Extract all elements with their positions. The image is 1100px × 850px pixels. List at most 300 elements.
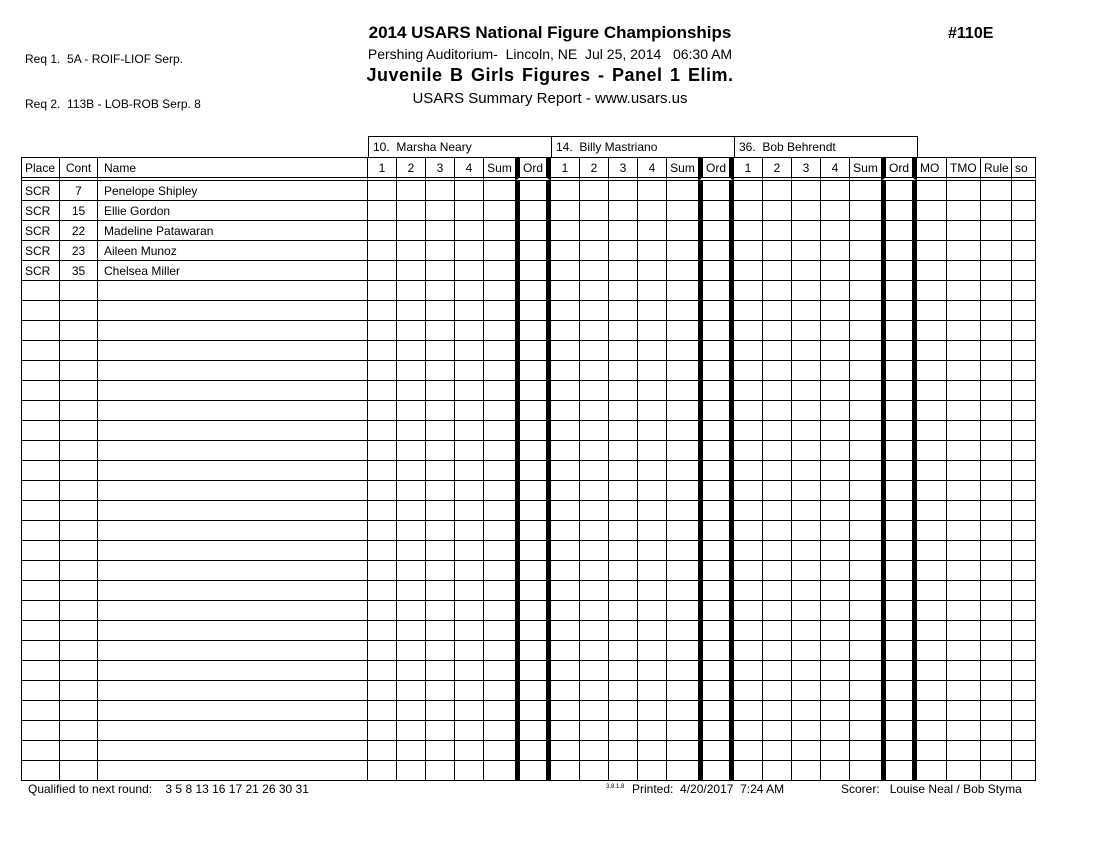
score-cell: [515, 501, 551, 521]
column-header-so: so: [1012, 158, 1036, 181]
score-cell: [850, 361, 881, 381]
score-cell: [947, 501, 981, 521]
cont-cell: [60, 721, 98, 741]
score-cell: [455, 421, 484, 441]
score-cell: [763, 601, 792, 621]
cont-cell: 15: [60, 201, 98, 221]
score-cell: [484, 701, 515, 721]
score-cell: [734, 481, 763, 501]
score-cell: [368, 401, 397, 421]
score-cell: [947, 741, 981, 761]
score-cell: [698, 301, 734, 321]
score-cell: [947, 581, 981, 601]
score-cell: [881, 661, 917, 681]
name-cell: Ellie Gordon: [98, 201, 368, 221]
score-cell: [698, 441, 734, 461]
score-cell: [609, 401, 638, 421]
score-cell: [1012, 421, 1036, 441]
score-cell: [881, 261, 917, 281]
score-cell: [638, 621, 667, 641]
score-cell: [484, 201, 515, 221]
score-cell: [609, 301, 638, 321]
score-cell: [426, 501, 455, 521]
name-cell: [98, 541, 368, 561]
score-cell: [881, 701, 917, 721]
score-cell: [947, 281, 981, 301]
score-cell: [734, 701, 763, 721]
score-cell: [638, 301, 667, 321]
score-cell: [821, 241, 850, 261]
score-cell: [515, 581, 551, 601]
score-cell: [368, 721, 397, 741]
score-cell: [1012, 501, 1036, 521]
score-cell: [515, 321, 551, 341]
scorer-value: Louise Neal / Bob Styma: [889, 782, 1022, 796]
score-cell: [763, 401, 792, 421]
score-cell: [763, 201, 792, 221]
place-cell: [22, 341, 60, 361]
score-cell: [397, 661, 426, 681]
score-cell: [551, 181, 580, 201]
score-cell: [426, 221, 455, 241]
score-cell: [850, 701, 881, 721]
score-cell: [981, 641, 1012, 661]
score-cell: [792, 721, 821, 741]
score-cell: [1012, 701, 1036, 721]
column-header-ord: Ord: [698, 158, 734, 181]
name-cell: [98, 401, 368, 421]
score-cell: [368, 761, 397, 781]
score-cell: [455, 561, 484, 581]
score-cell: [698, 221, 734, 241]
place-cell: [22, 441, 60, 461]
score-cell: [792, 621, 821, 641]
score-cell: [981, 401, 1012, 421]
score-cell: [698, 341, 734, 361]
score-cell: [638, 741, 667, 761]
score-cell: [551, 581, 580, 601]
score-cell: [397, 581, 426, 601]
score-cell: [881, 521, 917, 541]
score-cell: [667, 761, 698, 781]
name-cell: [98, 501, 368, 521]
score-cell: [609, 681, 638, 701]
score-cell: [609, 601, 638, 621]
column-header-4: 4: [638, 158, 667, 181]
score-cell: [734, 541, 763, 561]
score-cell: [455, 741, 484, 761]
score-cell: [667, 621, 698, 641]
score-cell: [698, 741, 734, 761]
score-cell: [734, 321, 763, 341]
scorer-spacer: [880, 782, 890, 796]
score-cell: [792, 641, 821, 661]
score-cell: [821, 681, 850, 701]
score-cell: [455, 181, 484, 201]
score-cell: [515, 701, 551, 721]
score-cell: [792, 701, 821, 721]
score-cell: [638, 581, 667, 601]
score-cell: [792, 381, 821, 401]
score-cell: [734, 221, 763, 241]
score-cell: [397, 221, 426, 241]
score-cell: [917, 201, 947, 221]
score-cell: [455, 701, 484, 721]
score-cell: [881, 741, 917, 761]
score-cell: [881, 721, 917, 741]
score-cell: [515, 421, 551, 441]
score-cell: [368, 381, 397, 401]
score-cell: [515, 281, 551, 301]
score-cell: [850, 421, 881, 441]
cont-cell: [60, 401, 98, 421]
score-cell: [484, 281, 515, 301]
score-cell: [1012, 581, 1036, 601]
score-cell: [455, 681, 484, 701]
championship-title: 2014 USARS National Figure Championships: [368, 23, 732, 42]
name-cell: [98, 761, 368, 781]
score-cell: [484, 721, 515, 741]
score-cell: [821, 601, 850, 621]
column-header-2: 2: [397, 158, 426, 181]
score-cell: [734, 681, 763, 701]
score-cell: [947, 701, 981, 721]
score-cell: [947, 301, 981, 321]
score-cell: [397, 321, 426, 341]
place-cell: [22, 421, 60, 441]
score-cell: [698, 701, 734, 721]
score-cell: [426, 741, 455, 761]
score-cell: [698, 321, 734, 341]
score-cell: [763, 661, 792, 681]
score-cell: [821, 661, 850, 681]
score-cell: [1012, 541, 1036, 561]
column-header-3: 3: [792, 158, 821, 181]
score-cell: [455, 301, 484, 321]
score-cell: [917, 401, 947, 421]
score-cell: [881, 221, 917, 241]
score-cell: [551, 381, 580, 401]
score-cell: [426, 381, 455, 401]
cont-cell: [60, 621, 98, 641]
score-cell: [426, 241, 455, 261]
score-cell: [763, 501, 792, 521]
score-cell: [484, 401, 515, 421]
score-cell: [821, 221, 850, 241]
score-cell: [981, 181, 1012, 201]
score-cell: [821, 301, 850, 321]
score-cell: [580, 641, 609, 661]
score-cell: [368, 241, 397, 261]
score-cell: [947, 661, 981, 681]
column-header-mo: MO: [917, 158, 947, 181]
score-cell: [426, 541, 455, 561]
score-cell: [609, 321, 638, 341]
score-cell: [397, 261, 426, 281]
score-cell: [792, 501, 821, 521]
score-cell: [763, 441, 792, 461]
score-cell: [484, 381, 515, 401]
score-cell: [917, 481, 947, 501]
column-header-sum: Sum: [850, 158, 881, 181]
score-cell: [947, 181, 981, 201]
score-cell: [850, 241, 881, 261]
score-cell: [792, 301, 821, 321]
score-cell: [368, 581, 397, 601]
score-cell: [792, 441, 821, 461]
score-cell: [917, 501, 947, 521]
score-cell: [667, 561, 698, 581]
score-cell: [426, 761, 455, 781]
score-cell: [881, 481, 917, 501]
score-cell: [455, 601, 484, 621]
score-cell: [763, 581, 792, 601]
score-cell: [484, 341, 515, 361]
score-cell: [947, 201, 981, 221]
score-cell: [515, 181, 551, 201]
score-cell: [397, 201, 426, 221]
score-cell: [609, 241, 638, 261]
score-cell: [638, 241, 667, 261]
score-cell: [515, 361, 551, 381]
score-cell: [947, 321, 981, 341]
score-cell: [484, 361, 515, 381]
score-cell: [484, 221, 515, 241]
score-cell: [426, 261, 455, 281]
score-cell: [981, 361, 1012, 381]
score-cell: [881, 181, 917, 201]
place-cell: [22, 741, 60, 761]
column-header-place: Place: [22, 158, 60, 181]
score-cell: [638, 641, 667, 661]
score-cell: [1012, 761, 1036, 781]
score-cell: [484, 501, 515, 521]
score-cell: [698, 241, 734, 261]
score-cell: [455, 401, 484, 421]
name-cell: [98, 601, 368, 621]
cont-cell: [60, 301, 98, 321]
column-header-3: 3: [426, 158, 455, 181]
score-cell: [947, 521, 981, 541]
score-cell: [763, 301, 792, 321]
score-cell: [551, 201, 580, 221]
score-cell: [1012, 381, 1036, 401]
score-cell: [850, 721, 881, 741]
score-cell: [455, 721, 484, 741]
event-number: #110E: [948, 25, 994, 42]
score-cell: [397, 241, 426, 261]
score-cell: [850, 401, 881, 421]
score-cell: [551, 321, 580, 341]
score-cell: [638, 341, 667, 361]
score-cell: [763, 341, 792, 361]
place-cell: [22, 281, 60, 301]
score-cell: [368, 481, 397, 501]
score-cell: [947, 461, 981, 481]
score-cell: [698, 721, 734, 741]
score-cell: [455, 621, 484, 641]
score-cell: [368, 441, 397, 461]
score-cell: [397, 181, 426, 201]
name-cell: [98, 741, 368, 761]
score-cell: [397, 701, 426, 721]
score-cell: [455, 501, 484, 521]
score-cell: [515, 721, 551, 741]
score-cell: [850, 761, 881, 781]
cont-cell: [60, 701, 98, 721]
score-cell: [821, 401, 850, 421]
score-cell: [609, 201, 638, 221]
score-cell: [981, 201, 1012, 221]
score-cell: [1012, 601, 1036, 621]
score-cell: [947, 421, 981, 441]
score-cell: [763, 521, 792, 541]
score-cell: [821, 581, 850, 601]
cont-cell: [60, 761, 98, 781]
score-cell: [397, 541, 426, 561]
score-cell: [850, 281, 881, 301]
score-cell: [917, 521, 947, 541]
score-cell: [947, 401, 981, 421]
score-cell: [881, 321, 917, 341]
name-cell: [98, 481, 368, 501]
score-cell: [881, 421, 917, 441]
place-cell: [22, 301, 60, 321]
score-cell: [609, 221, 638, 241]
score-cell: [981, 541, 1012, 561]
place-cell: [22, 761, 60, 781]
judge-header-3: 36. Bob Behrendt: [734, 136, 918, 158]
score-cell: [947, 601, 981, 621]
score-cell: [580, 341, 609, 361]
score-cell: [638, 481, 667, 501]
printed-value: 4/20/2017 7:24 AM: [680, 782, 785, 796]
score-cell: [821, 261, 850, 281]
score-cell: [368, 741, 397, 761]
score-cell: [763, 241, 792, 261]
column-header-tmo: TMO: [947, 158, 981, 181]
cont-cell: [60, 581, 98, 601]
score-cell: [515, 341, 551, 361]
score-cell: [368, 661, 397, 681]
score-cell: [515, 521, 551, 541]
score-cell: [821, 761, 850, 781]
score-cell: [638, 421, 667, 441]
score-cell: [455, 441, 484, 461]
score-cell: [734, 601, 763, 621]
score-cell: [1012, 401, 1036, 421]
score-cell: [638, 401, 667, 421]
score-cell: [667, 521, 698, 541]
score-cell: [792, 321, 821, 341]
score-cell: [734, 761, 763, 781]
cont-cell: [60, 381, 98, 401]
score-cell: [609, 661, 638, 681]
column-header-1: 1: [734, 158, 763, 181]
score-cell: [397, 381, 426, 401]
qualified-spacer: [152, 782, 165, 796]
score-cell: [763, 701, 792, 721]
score-cell: [638, 321, 667, 341]
score-cell: [397, 481, 426, 501]
score-cell: [850, 441, 881, 461]
score-cell: [515, 481, 551, 501]
score-cell: [484, 181, 515, 201]
report-type-line: USARS Summary Report - www.usars.us: [412, 90, 688, 107]
score-cell: [580, 481, 609, 501]
score-cell: [698, 361, 734, 381]
name-cell: [98, 701, 368, 721]
requirement-line-2: Req 2. 113B - LOB-ROB Serp. 8: [25, 97, 201, 111]
score-cell: [947, 241, 981, 261]
score-cell: [368, 341, 397, 361]
score-cell: [1012, 301, 1036, 321]
place-cell: SCR: [22, 261, 60, 281]
score-cell: [821, 741, 850, 761]
score-cell: [881, 641, 917, 661]
score-cell: [763, 721, 792, 741]
score-cell: [551, 281, 580, 301]
score-cell: [551, 541, 580, 561]
score-cell: [821, 381, 850, 401]
score-cell: [551, 681, 580, 701]
score-cell: [580, 621, 609, 641]
score-cell: [638, 721, 667, 741]
score-cell: [917, 641, 947, 661]
score-cell: [881, 461, 917, 481]
score-cell: [397, 521, 426, 541]
score-cell: [484, 421, 515, 441]
place-cell: SCR: [22, 201, 60, 221]
printed-label: Printed:: [632, 782, 674, 796]
score-cell: [981, 681, 1012, 701]
score-cell: [763, 361, 792, 381]
score-cell: [698, 261, 734, 281]
score-cell: [667, 341, 698, 361]
score-cell: [981, 521, 1012, 541]
score-cell: [917, 381, 947, 401]
place-cell: [22, 721, 60, 741]
name-cell: [98, 581, 368, 601]
score-cell: [917, 301, 947, 321]
score-cell: [763, 461, 792, 481]
score-cell: [397, 341, 426, 361]
score-cell: [426, 481, 455, 501]
qualified-label: Qualified to next round:: [28, 782, 153, 796]
score-cell: [426, 721, 455, 741]
score-cell: [484, 461, 515, 481]
score-cell: [484, 661, 515, 681]
score-cell: [850, 641, 881, 661]
score-cell: [698, 601, 734, 621]
score-cell: [698, 621, 734, 641]
score-cell: [667, 441, 698, 461]
score-cell: [368, 621, 397, 641]
score-cell: [792, 741, 821, 761]
score-cell: [455, 521, 484, 541]
score-cell: [981, 381, 1012, 401]
score-cell: [368, 681, 397, 701]
place-cell: [22, 561, 60, 581]
score-cell: [609, 721, 638, 741]
score-cell: [580, 441, 609, 461]
score-cell: [821, 481, 850, 501]
score-cell: [368, 201, 397, 221]
score-cell: [881, 201, 917, 221]
score-cell: [580, 181, 609, 201]
score-cell: [698, 541, 734, 561]
score-cell: [580, 461, 609, 481]
